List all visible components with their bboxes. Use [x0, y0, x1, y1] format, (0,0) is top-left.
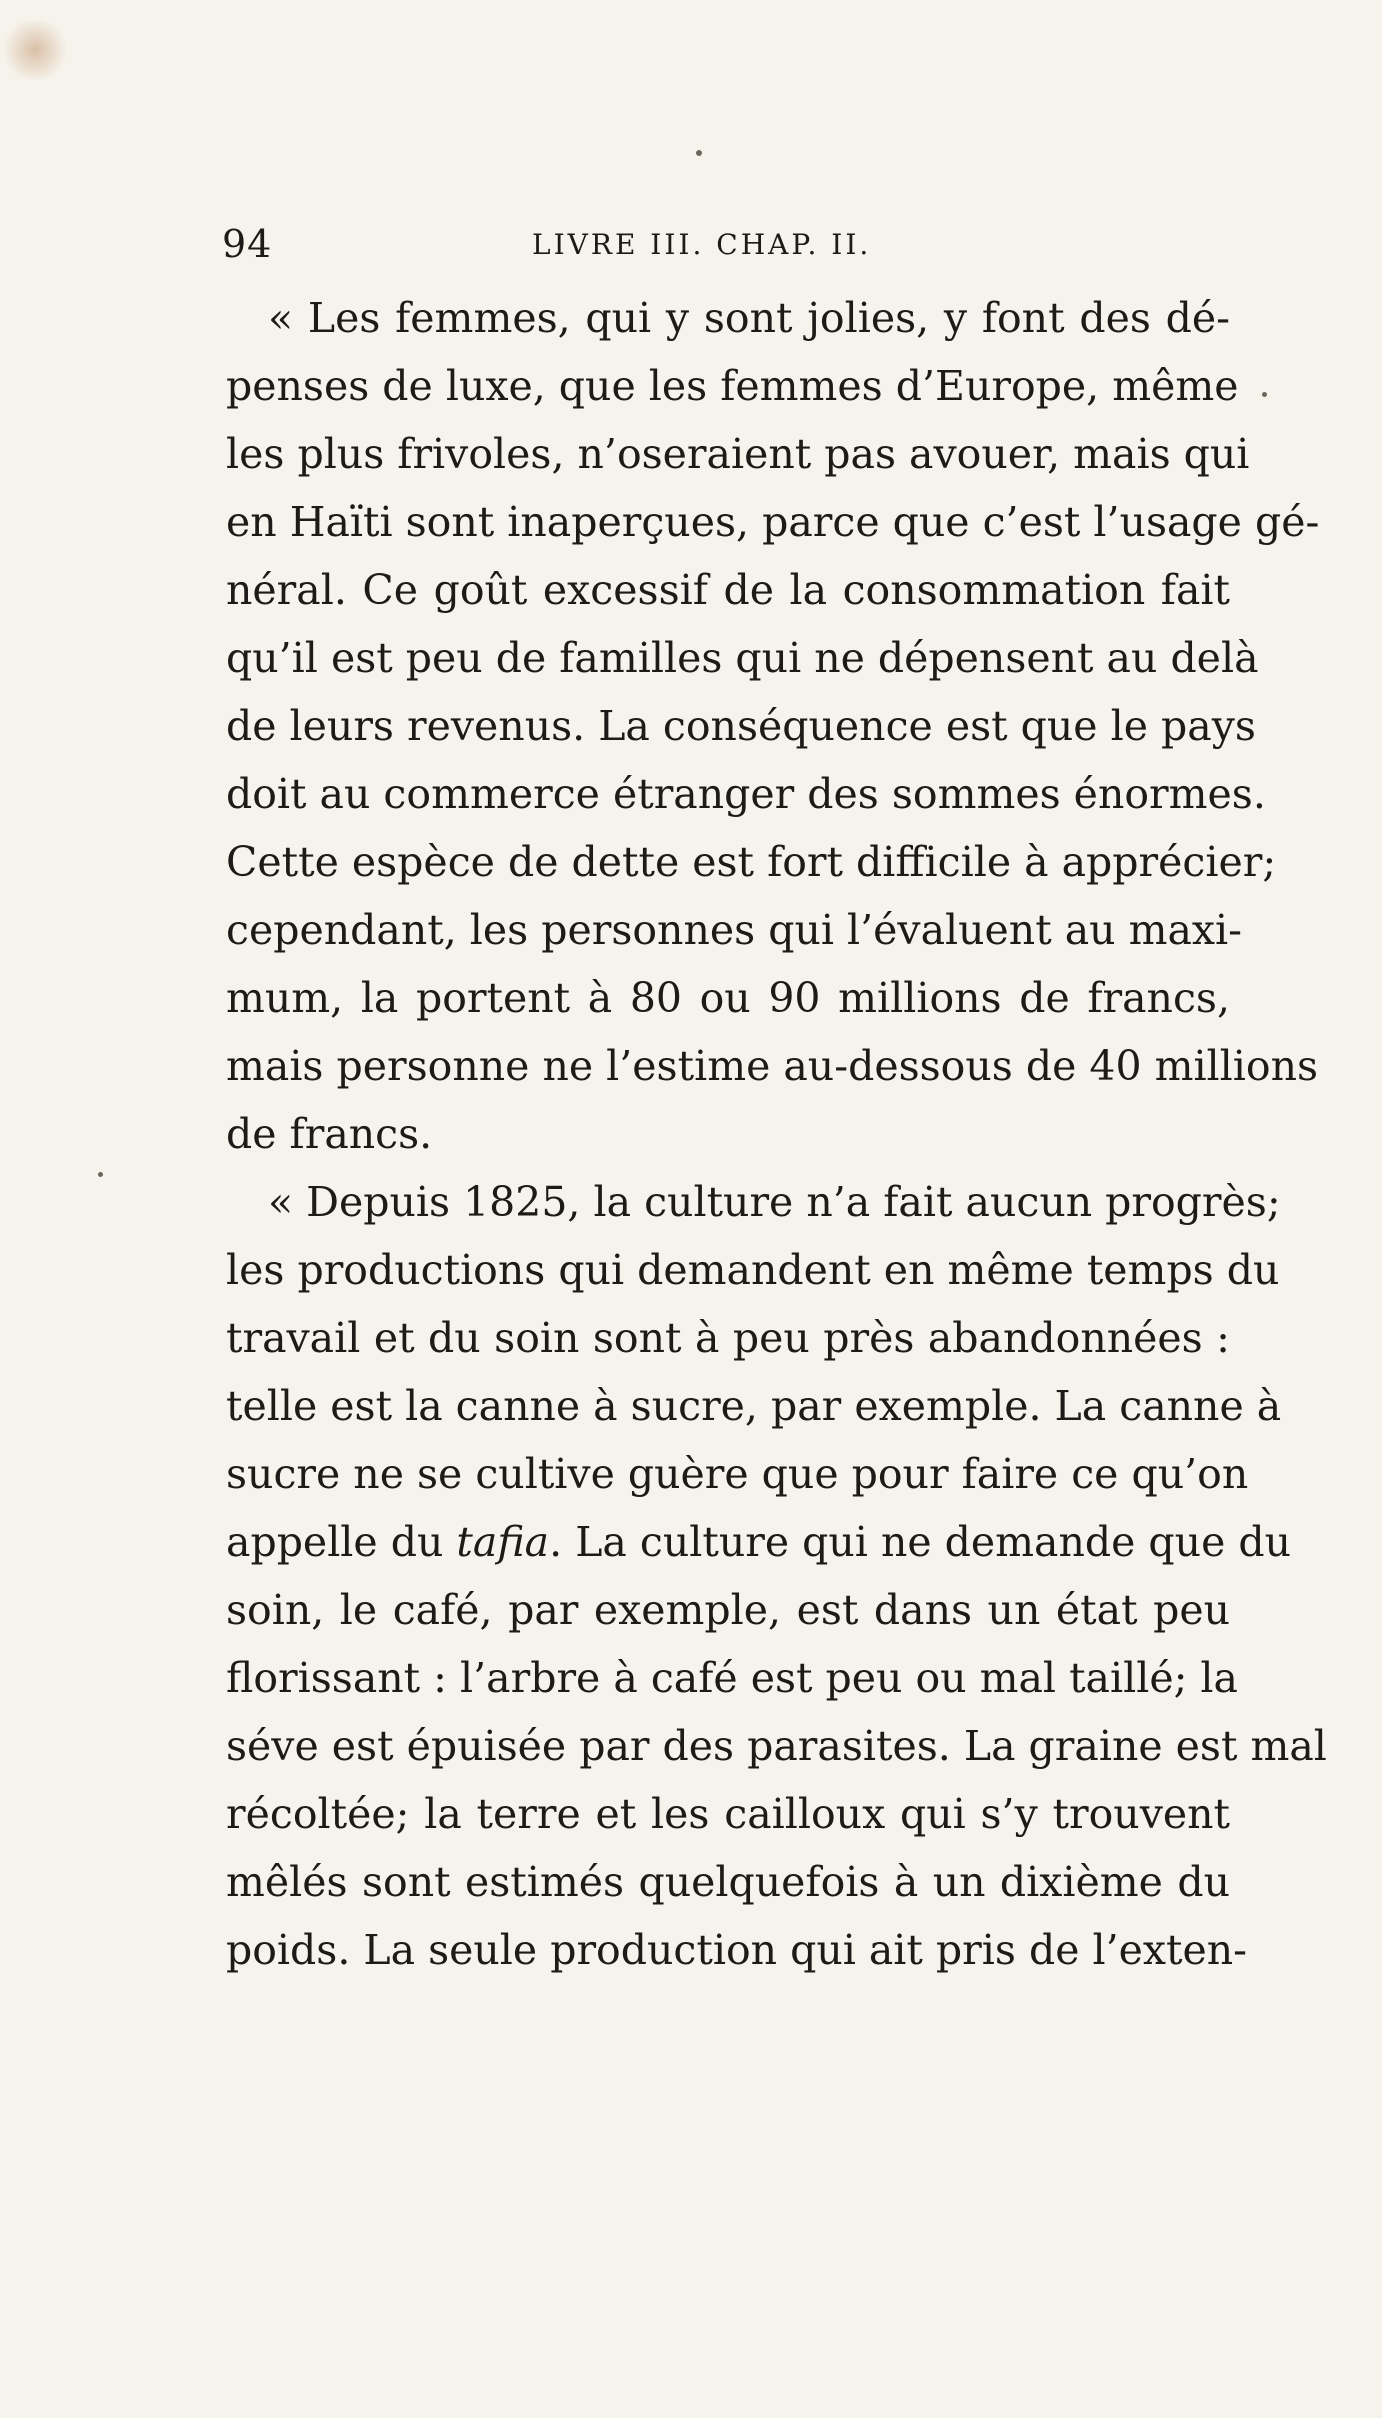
- text-line: mais personne ne l’estime au-dessous de 40 millions: [226, 1042, 1319, 1090]
- paper-stain: [0, 20, 70, 80]
- italic-word: tafia: [456, 1518, 550, 1566]
- text-line: de francs.: [226, 1110, 433, 1158]
- text-line: les productions qui demandent en même temps du: [226, 1246, 1280, 1294]
- text-line: cependant, les personnes qui l’évaluent au maxi-: [226, 906, 1243, 954]
- text-line: qu’il est peu de familles qui ne dépensent au delà: [226, 634, 1259, 682]
- text-line: penses de luxe, que les femmes d’Europe, même: [226, 362, 1239, 410]
- text-line: poids. La seule production qui ait pris de l’exten-: [226, 1926, 1248, 1974]
- text-line: en Haïti sont inaperçues, parce que c’est l’usage gé-: [226, 498, 1320, 546]
- text-line: « Depuis 1825, la culture n’a fait aucun progrès;: [268, 1178, 1281, 1226]
- text-line: [226, 1508, 1292, 1576]
- speck-mark: [98, 1172, 103, 1177]
- text-line: récoltée; la terre et les cailloux qui s’y trouvent: [226, 1790, 1230, 1838]
- paragraph: [226, 1168, 1327, 1984]
- text-line: travail et du soin sont à peu près abandonnées :: [226, 1314, 1230, 1362]
- text-line: néral. Ce goût excessif de la consommation fait: [226, 566, 1230, 614]
- page-number: 94: [222, 222, 273, 266]
- text-line: de leurs revenus. La conséquence est que le pays: [226, 702, 1256, 750]
- chapter-heading: LIVRE III. CHAP. II.: [532, 228, 872, 261]
- text-line: sucre ne se cultive guère que pour faire ce qu’on: [226, 1450, 1249, 1498]
- text-span: appelle du: [226, 1518, 457, 1566]
- text-span: . La culture qui ne demande que du: [549, 1518, 1292, 1566]
- body-text: [226, 284, 1327, 1984]
- text-line: mum, la portent à 80 ou 90 millions de francs,: [226, 974, 1230, 1022]
- running-head: [222, 222, 1232, 272]
- text-line: doit au commerce étranger des sommes énormes.: [226, 770, 1266, 818]
- text-line: mêlés sont estimés quelquefois à un dixième du: [226, 1858, 1230, 1906]
- text-line: séve est épuisée par des parasites. La graine est mal: [226, 1722, 1327, 1770]
- text-line: telle est la canne à sucre, par exemple. La canne à: [226, 1382, 1282, 1430]
- speck-mark: [1262, 392, 1267, 397]
- text-line: les plus frivoles, n’oseraient pas avouer, mais qui: [226, 430, 1250, 478]
- text-line: soin, le café, par exemple, est dans un état peu: [226, 1586, 1230, 1634]
- text-line: florissant : l’arbre à café est peu ou mal taillé; la: [226, 1654, 1238, 1702]
- text-line: Cette espèce de dette est fort difficile à apprécier;: [226, 838, 1277, 886]
- speck-mark: [696, 150, 702, 156]
- paragraph: [226, 284, 1320, 1168]
- text-line: « Les femmes, qui y sont jolies, y font des dé-: [268, 294, 1230, 342]
